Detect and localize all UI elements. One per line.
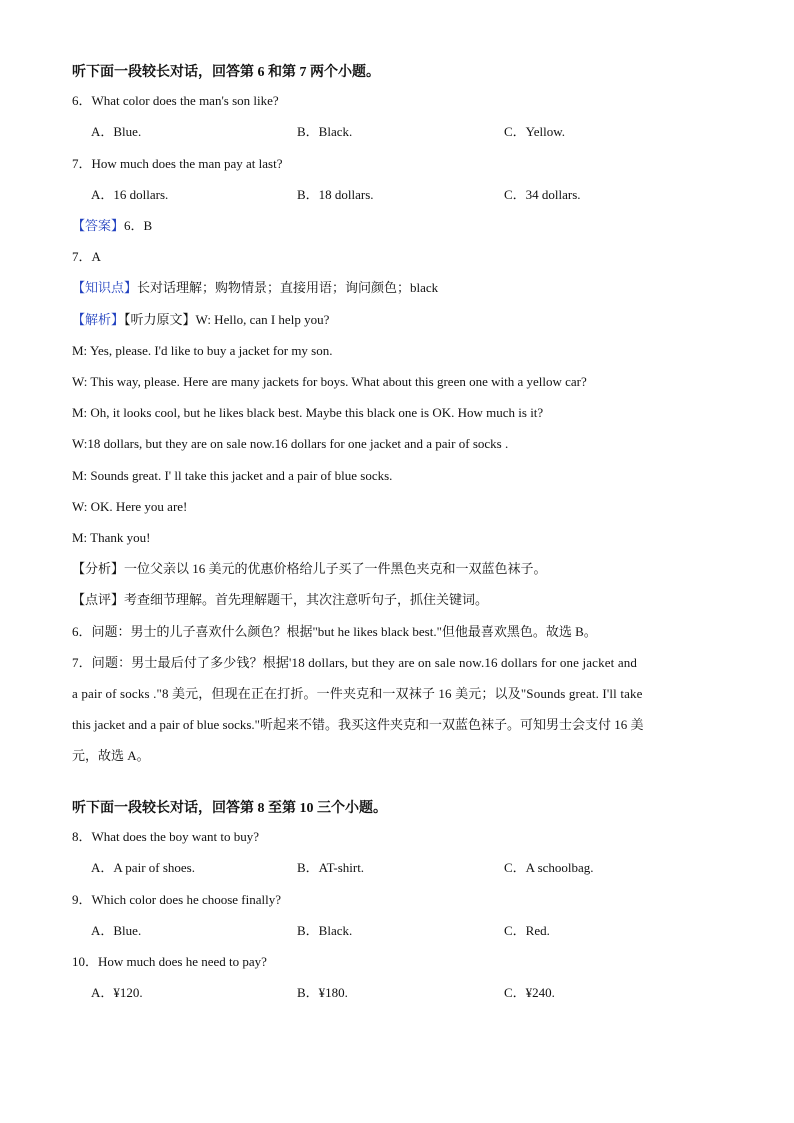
fenxi-tag: 【分析】 bbox=[72, 561, 125, 576]
question-10: 10．How much does he need to pay? bbox=[72, 954, 267, 969]
answer-7: 7．A bbox=[72, 249, 101, 264]
q7-option-a: A．16 dollars. bbox=[91, 187, 169, 202]
answer-tag: 【答案】 bbox=[72, 218, 125, 233]
knowledge-line bbox=[72, 279, 438, 297]
transcript-line: W: OK. Here you are! bbox=[72, 499, 188, 514]
transcript-line: M: Sounds great. I' ll take this jacket and a pair of blue socks. bbox=[72, 468, 393, 483]
transcript-line: W: This way, please. Here are many jackets for boys. What about this green one with a yellow car? bbox=[72, 374, 587, 389]
q6-option-c: C．Yellow. bbox=[504, 124, 566, 139]
answer-line bbox=[72, 217, 152, 235]
q9-option-c: C．Red. bbox=[504, 923, 550, 938]
analysis-tag: 【解析】 bbox=[72, 312, 125, 327]
question-9: 9．Which color does he choose finally? bbox=[72, 892, 282, 907]
q7-option-c: C．34 dollars. bbox=[504, 187, 581, 202]
transcript-line: M: Thank you! bbox=[72, 530, 151, 545]
question-7: 7．How much does the man pay at last? bbox=[72, 156, 283, 171]
q9-option-b: B．Black. bbox=[297, 923, 353, 938]
q8-option-a: A．A pair of shoes. bbox=[91, 860, 195, 875]
knowledge-text: 长对话理解；购物情景；直接用语；询问颜色；black bbox=[137, 280, 439, 295]
explanation-line: this jacket and a pair of blue socks."听起来不错。我买这件夹克和一双蓝色袜子。可知男士会支付 16 美 bbox=[72, 717, 644, 732]
q6-option-a: A．Blue. bbox=[91, 124, 142, 139]
q7-option-b: B．18 dollars. bbox=[297, 187, 374, 202]
transcript-line: W:18 dollars, but they are on sale now.16 dollars for one jacket and a pair of socks . bbox=[72, 436, 509, 451]
transcript-tag: 【听力原文】 bbox=[124, 312, 196, 327]
dianping-text: 考查细节理解。首先理解题干，其次注意听句子，抓住关键词。 bbox=[124, 592, 489, 607]
answer-6: 6．B bbox=[124, 218, 153, 233]
explanation-line: 6．问题：男士的儿子喜欢什么颜色？根据"but he likes black best."但他最喜欢黑色。故选 B。 bbox=[72, 624, 597, 639]
transcript-line: M: Yes, please. I'd like to buy a jacket for my son. bbox=[72, 343, 333, 358]
q6-option-b: B．Black. bbox=[297, 124, 353, 139]
fenxi-text: 一位父亲以 16 美元的优惠价格给儿子买了一件黑色夹克和一双蓝色袜子。 bbox=[124, 561, 547, 576]
knowledge-tag: 【知识点】 bbox=[72, 280, 138, 295]
analysis-line bbox=[72, 311, 329, 329]
transcript-first: W: Hello, can I help you? bbox=[195, 312, 330, 327]
section-heading-2: 听下面一段较长对话，回答第 8 至第 10 三个小题。 bbox=[72, 801, 387, 816]
fenxi-line bbox=[72, 560, 547, 578]
q9-option-a: A．Blue. bbox=[91, 923, 142, 938]
dianping-tag: 【点评】 bbox=[72, 592, 125, 607]
explanation-line: 元，故选 A。 bbox=[72, 748, 150, 763]
q10-option-c: C．¥240. bbox=[504, 985, 555, 1000]
transcript-line: M: Oh, it looks cool, but he likes black best. Maybe this black one is OK. How much is it? bbox=[72, 405, 544, 420]
explanation-line: 7．问题：男士最后付了多少钱？根据'18 dollars, but they are on sale now.16 dollars for one jacket and bbox=[72, 655, 638, 670]
q8-option-b: B．AT-shirt. bbox=[297, 860, 365, 875]
question-6: 6．What color does the man's son like? bbox=[72, 93, 279, 108]
q8-option-c: C．A schoolbag. bbox=[504, 860, 594, 875]
dianping-line bbox=[72, 591, 488, 609]
section-heading-1: 听下面一段较长对话，回答第 6 和第 7 两个小题。 bbox=[72, 65, 380, 80]
explanation-line: a pair of socks ."8 美元，但现在正在打折。一件夹克和一双袜子 16 美元；以及"Sounds great. I'll take bbox=[72, 686, 643, 701]
q10-option-b: B．¥180. bbox=[297, 985, 348, 1000]
question-8: 8．What does the boy want to buy? bbox=[72, 829, 260, 844]
q10-option-a: A．¥120. bbox=[91, 985, 143, 1000]
